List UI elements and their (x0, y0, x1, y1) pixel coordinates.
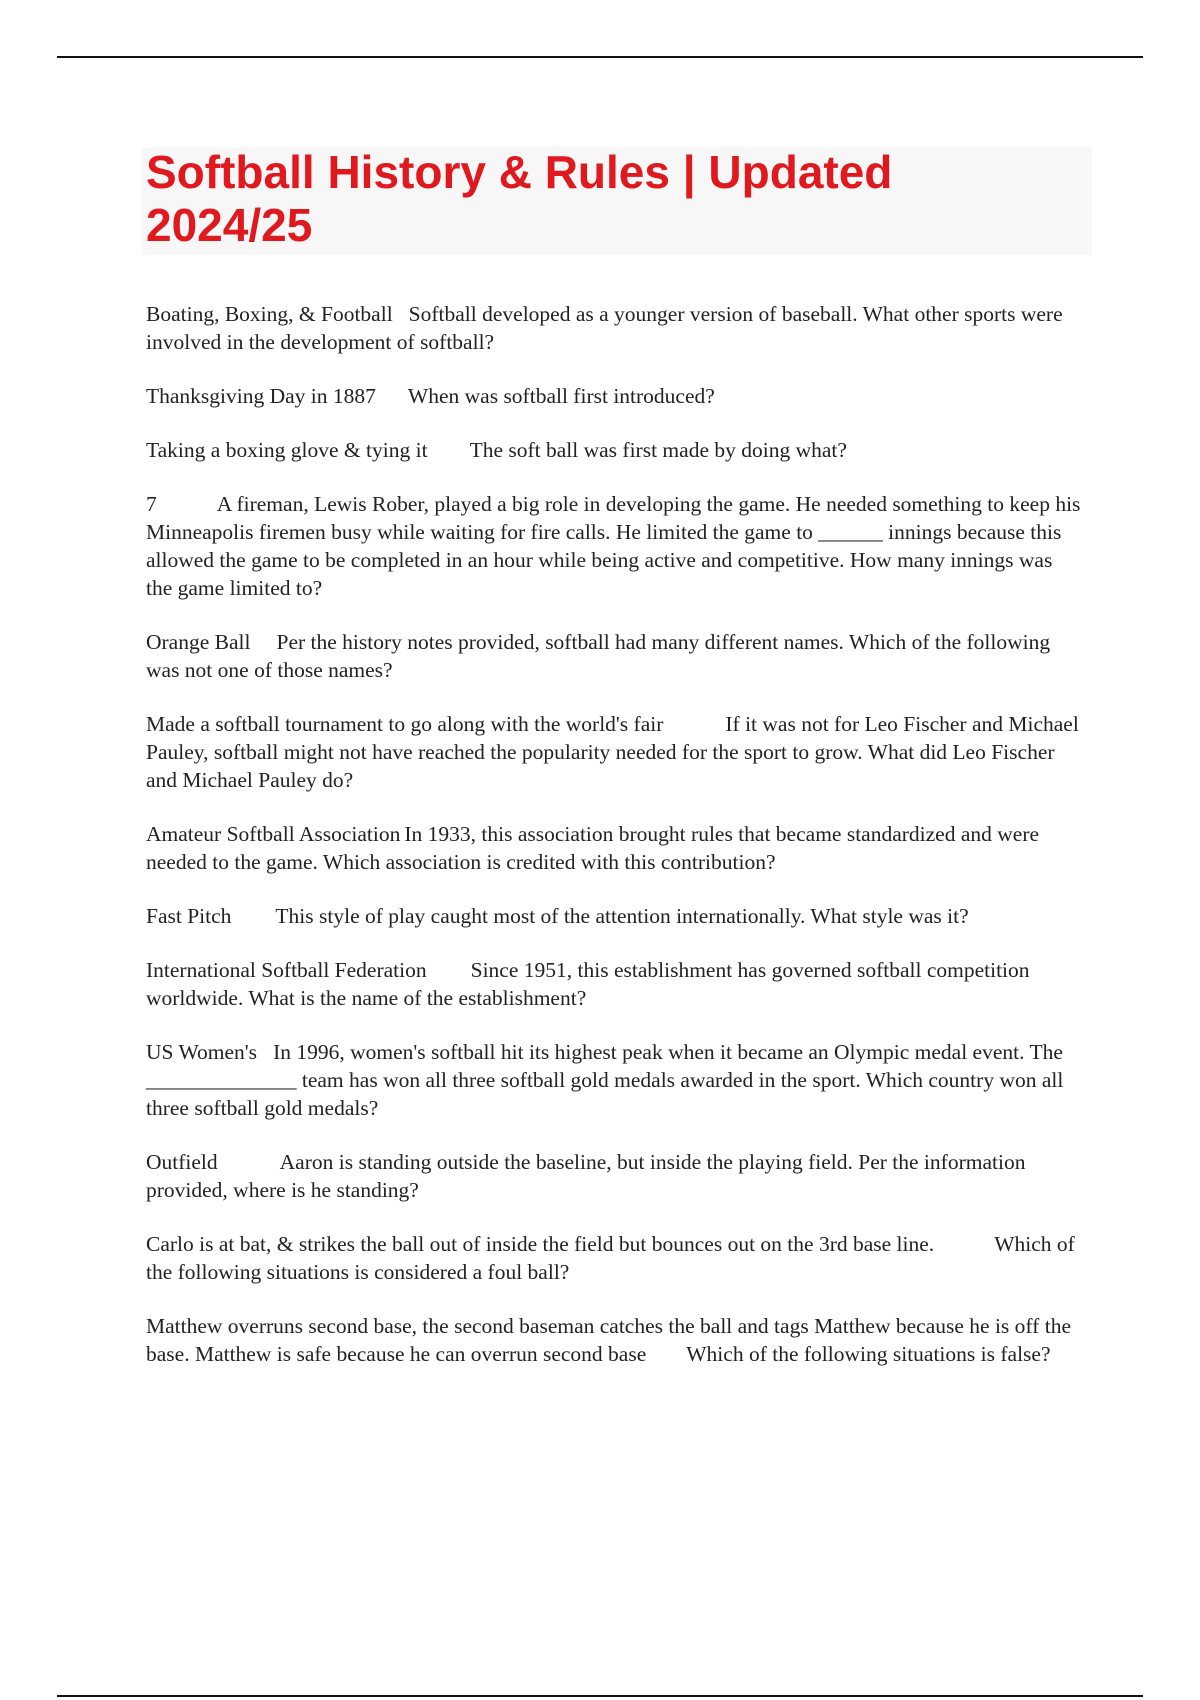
answer-text: Thanksgiving Day in 1887 (146, 384, 376, 408)
question-text: Softball developed as a younger version of baseball. What other sports were involved in the development of softball? (146, 302, 1063, 354)
question-text: This style of play caught most of the attention internationally. What style was it? (275, 904, 969, 928)
question-text: When was softball first introduced? (407, 384, 715, 408)
qa-item (146, 436, 1081, 464)
qa-item (146, 300, 1081, 356)
question-text: Since 1951, this establishment has governed softball competition worldwide. What is the name of the establishment? (146, 958, 1030, 1010)
answer-text: Fast Pitch (146, 904, 232, 928)
answer-text: Taking a boxing glove & tying it (146, 438, 428, 462)
qa-item (146, 490, 1081, 602)
question-text: If it was not for Leo Fischer and Michael Pauley, softball might not have reached the popularity needed for the sport to grow. What did Leo Fischer and Michael Pauley do? (146, 712, 1079, 792)
qa-item (146, 1230, 1081, 1286)
qa-item (146, 1038, 1081, 1122)
answer-text: International Softball Federation (146, 958, 427, 982)
answer-text: Boating, Boxing, & Football (146, 302, 393, 326)
answer-text: Outfield (146, 1150, 218, 1174)
question-text: Per the history notes provided, softball had many different names. Which of the following was not one of those names? (146, 630, 1051, 682)
qa-item (146, 628, 1081, 684)
question-text: In 1933, this association brought rules that became standardized and were needed to the game. Which association is credited with this contribution? (146, 822, 1040, 874)
question-text: Which of the following situations is considered a foul ball? (146, 1232, 1075, 1284)
bottom-divider (57, 1695, 1143, 1697)
qa-item (146, 382, 1081, 410)
qa-list (146, 300, 1081, 1394)
qa-item (146, 1312, 1081, 1368)
question-text: A fireman, Lewis Rober, played a big role in developing the game. He needed something to keep his Minneapolis firemen busy while waiting for fire calls. He limited the game to ______ innings because this allowed the game to be completed in an hour while being active and competitive. How many innings was the game limited to? (146, 492, 1081, 600)
question-text: The soft ball was first made by doing what? (469, 438, 847, 462)
qa-item (146, 1148, 1081, 1204)
answer-text: Orange Ball (146, 630, 251, 654)
answer-text: US Women's (146, 1040, 258, 1064)
top-divider (57, 56, 1143, 58)
question-text: Which of the following situations is false? (686, 1342, 1051, 1366)
answer-text: Amateur Softball Association (146, 822, 401, 846)
qa-item (146, 710, 1081, 794)
answer-text: Matthew overruns second base, the second baseman catches the ball and tags Matthew because he is off the base. Matthew is safe because he can overrun second base (146, 1314, 1071, 1366)
question-text: In 1996, women's softball hit its highest peak when it became an Olympic medal event. The ______________ team has won all three softball gold medals awarded in the sport. Which country won all three softball gold medals? (146, 1040, 1064, 1120)
qa-item (146, 956, 1081, 1012)
document-title: Softball History & Rules | Updated 2024/25 (146, 146, 893, 251)
qa-item (146, 820, 1081, 876)
question-text: Aaron is standing outside the baseline, but inside the playing field. Per the information provided, where is he standing? (146, 1150, 1026, 1202)
qa-item (146, 902, 1081, 930)
answer-text: Carlo is at bat, & strikes the ball out of inside the field but bounces out on the 3rd base line. (146, 1232, 935, 1256)
answer-text: 7 (146, 492, 157, 516)
answer-text: Made a softball tournament to go along with the world's fair (146, 712, 664, 736)
